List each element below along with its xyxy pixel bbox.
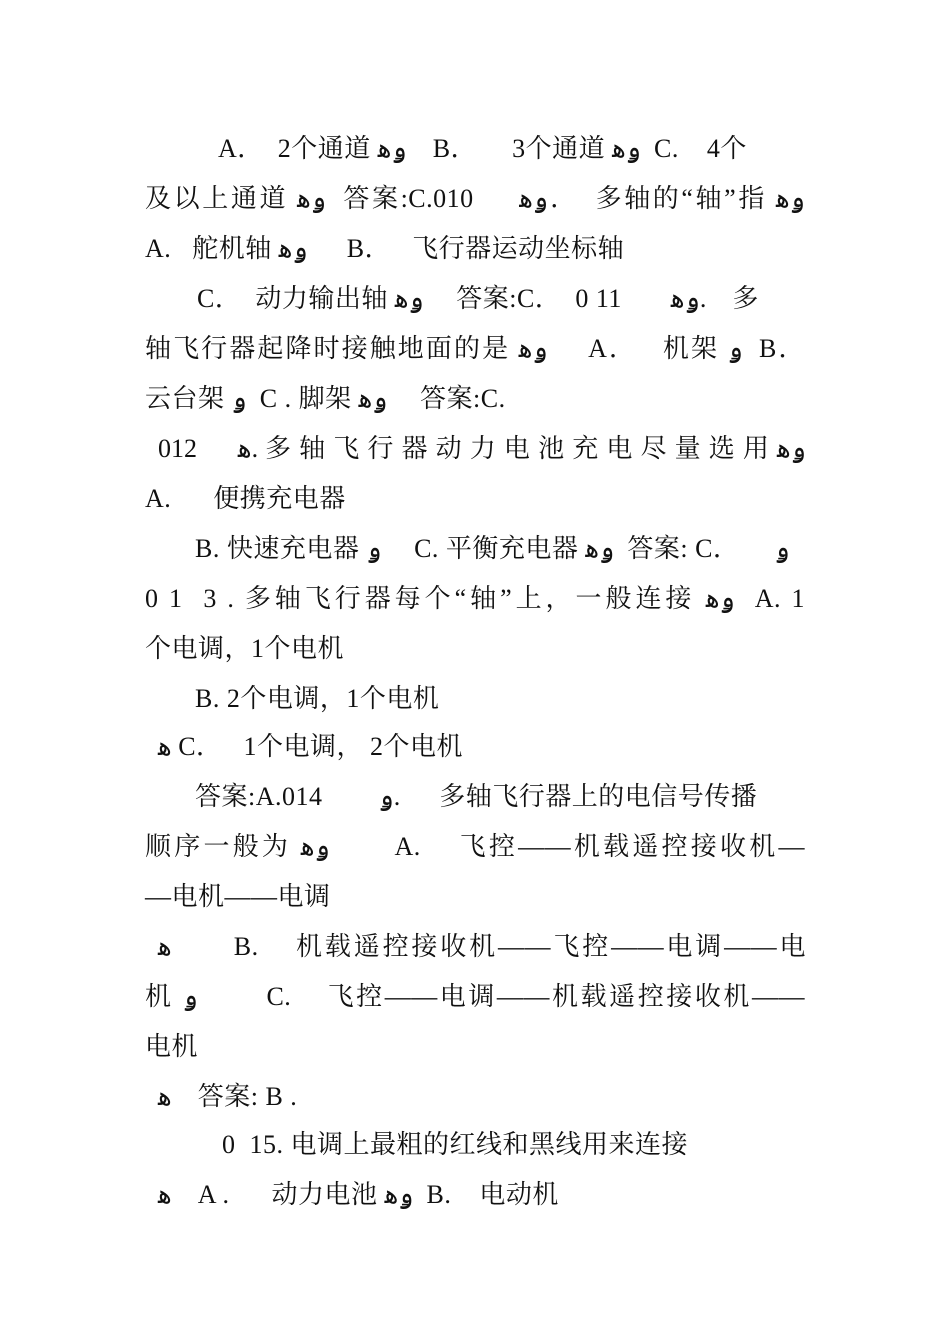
text-line-10: 0 1 3 . 多轴飞行器每个“轴”上，一般连接 ۅﻫ A. 1 bbox=[145, 584, 805, 613]
text-line-17: ﻫ B. 机载遥控接收机——飞控——电调——电 bbox=[158, 932, 806, 961]
text-line-5: 轴飞行器起降时接触地面的是 ۅﻫ A． 机架 ۅ B． bbox=[145, 334, 805, 363]
text-line-22: ﻫ A . 动力电池 ۅﻫ B. 电动机 bbox=[158, 1180, 559, 1209]
text-line-2: 及以上通道 ۅﻫ 答案:C.010 ۅﻫ． 多轴的“轴”指 ۅﻫ bbox=[145, 184, 805, 213]
text-line-11: 个电调，1个电机 bbox=[145, 634, 345, 663]
text-line-13: ﻫ C． 1个电调， 2个电机 bbox=[158, 732, 464, 761]
text-line-3: A. 舵机轴 ۅﻫ B． 飞行器运动坐标轴 bbox=[145, 234, 625, 263]
text-line-12: B. 2个电调，1个电机 bbox=[195, 684, 440, 713]
text-line-8: A. 便携充电器 bbox=[145, 484, 346, 513]
text-line-6: 云台架 ۅ C . 脚架 ۅﻫ 答案:C. bbox=[145, 384, 506, 413]
text-line-21: 0 15. 电调上最粗的红线和黑线用来连接 bbox=[222, 1130, 689, 1159]
text-line-4: C． 动力输出轴 ۅﻫ 答案:C． 0 11 ۅﻫ. 多 bbox=[197, 284, 759, 313]
text-line-1: A． 2个通道 ۅﻫ B． 3个通道 ۅﻫ C. 4个 bbox=[218, 134, 747, 163]
text-line-16: —电机——电调 bbox=[145, 882, 331, 911]
text-line-7: 012 ﻫ. 多 轴 飞 行 器 动 力 电 池 充 电 尽 量 选 用 ۅﻫ bbox=[158, 434, 806, 463]
text-line-14: 答案:A.014 ۅ. 多轴飞行器上的电信号传播 bbox=[195, 782, 758, 811]
text-line-19: 电机 bbox=[145, 1032, 199, 1061]
text-line-18: 机 ۅ C. 飞控——电调——机载遥控接收机—— bbox=[145, 982, 805, 1011]
text-line-9: B. 快速充电器 ۅ C. 平衡充电器 ۅﻫ 答案: C． ۅ bbox=[195, 534, 790, 563]
text-line-20: ﻫ 答案: B . bbox=[158, 1082, 298, 1111]
text-line-15: 顺序一般为 ۅﻫ A. 飞控——机载遥控接收机— bbox=[145, 832, 805, 861]
